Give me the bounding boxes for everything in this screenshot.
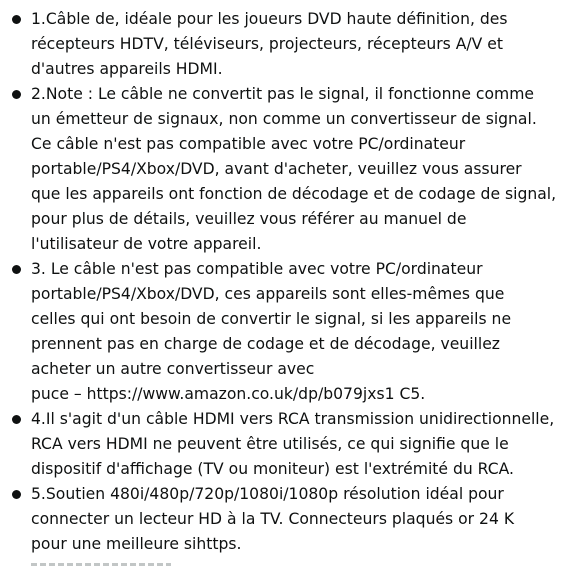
feature-bullet-3: [0, 257, 570, 407]
bullet-text-line: portable/PS4/Xbox/DVD, avant d'acheter, veuillez vous assurer: [31, 160, 522, 178]
feature-bullet-list: [0, 7, 570, 557]
bullet-text-line: l'utilisateur de votre appareil.: [31, 235, 262, 253]
bullet-text-line: portable/PS4/Xbox/DVD, ces appareils sont elles-mêmes que: [31, 285, 505, 303]
feature-bullet-2: [0, 82, 570, 257]
bullet-text-line: 5.Soutien 480i/480p/720p/1080i/1080p résolution idéal pour: [31, 485, 504, 503]
bullet-text-line: 2.Note : Le câble ne convertit pas le signal, il fonctionne comme: [31, 85, 534, 103]
bullet-text-line: que les appareils ont fonction de décodage et de codage de signal,: [31, 185, 557, 203]
feature-bullet-1: [0, 7, 570, 82]
bullet-text-line: pour une meilleure sihttps.: [31, 535, 242, 553]
feature-bullet-5: [0, 482, 570, 557]
bullet-text-line: d'autres appareils HDMI.: [31, 60, 223, 78]
bullet-dot-icon: [12, 265, 21, 274]
bullet-text-line: prennent pas en charge de codage et de décodage, veuillez: [31, 335, 500, 353]
bullet-dot-icon: [12, 415, 21, 424]
bullet-text-line: Ce câble n'est pas compatible avec votre PC/ordinateur: [31, 135, 466, 153]
bullet-text-line: 1.Câble de, idéale pour les joueurs DVD haute définition, des: [31, 10, 508, 28]
bullet-text-line: celles qui ont besoin de convertir le signal, si les appareils ne: [31, 310, 512, 328]
bullet-text-line: dispositif d'affichage (TV ou moniteur) est l'extrémité du RCA.: [31, 460, 514, 478]
bullet-text-line: puce – https://www.amazon.co.uk/dp/b079jxs1 C5.: [31, 385, 426, 403]
bullet-text-line: acheter un autre convertisseur avec: [31, 360, 315, 378]
bullet-text-line: connecter un lecteur HD à la TV. Connecteurs plaqués or 24 K: [31, 510, 515, 528]
product-feature-list-container: [0, 7, 570, 557]
bullet-dot-icon: [12, 90, 21, 99]
bullet-text-line: 3. Le câble n'est pas compatible avec votre PC/ordinateur: [31, 260, 483, 278]
feature-bullet-4: [0, 407, 570, 482]
bullet-dot-icon: [12, 490, 21, 499]
bullet-text-line: 4.Il s'agit d'un câble HDMI vers RCA transmission unidirectionnelle,: [31, 410, 555, 428]
truncated-text-ghost: [31, 563, 171, 566]
truncated-text-fragment: [31, 559, 181, 571]
bullet-text-line: récepteurs HDTV, téléviseurs, projecteurs, récepteurs A/V et: [31, 35, 504, 53]
bullet-text-line: pour plus de détails, veuillez vous référer au manuel de: [31, 210, 467, 228]
bullet-text-line: RCA vers HDMI ne peuvent être utilisés, ce qui signifie que le: [31, 435, 509, 453]
bullet-text-line: un émetteur de signaux, non comme un convertisseur de signal.: [31, 110, 537, 128]
bullet-dot-icon: [12, 15, 21, 24]
